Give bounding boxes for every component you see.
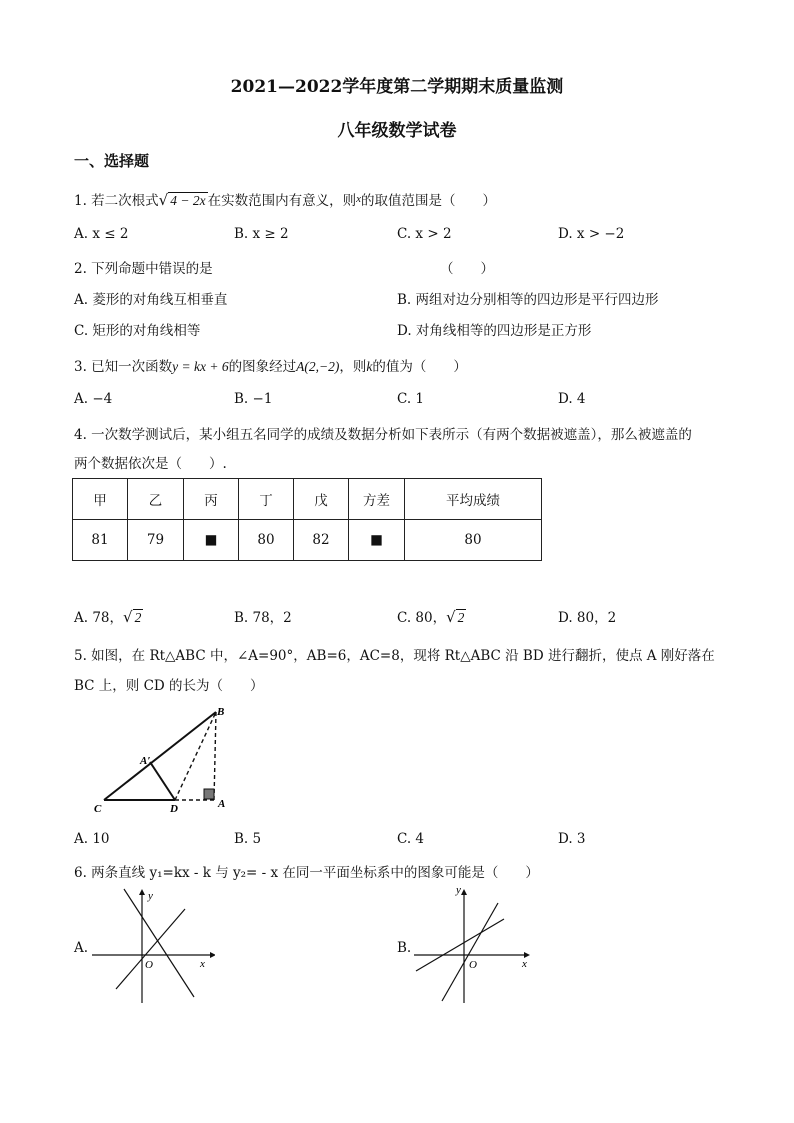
q4-option-a-label: A. 78， xyxy=(74,610,124,626)
q4-option-a-radicand: 2 xyxy=(134,610,142,625)
x-axis-arrow-icon xyxy=(210,952,215,958)
q1-text-post: 的取值范围是（ ） xyxy=(360,193,496,209)
q4-option-c-label: C. 80， xyxy=(397,610,447,626)
y-axis-arrow-icon xyxy=(139,889,145,895)
q6-graph-b[interactable] xyxy=(412,885,537,1007)
edge-da1 xyxy=(150,762,175,800)
label-b: B xyxy=(217,706,225,718)
question-4-line2: 两个数据依次是（ ）. xyxy=(74,456,227,472)
q6-option-a[interactable]: A. xyxy=(74,940,89,956)
table-cell: 82 xyxy=(294,520,349,561)
triangle-figure xyxy=(90,700,240,816)
table-header: 丙 xyxy=(184,479,239,520)
q2-option-a[interactable]: A. 菱形的对角线互相垂直 xyxy=(74,292,228,308)
y-axis-label: y xyxy=(148,890,153,902)
question-5-line1: 5. 如图，在 Rt△ABC 中，∠A=90°，AB=6，AC=8，现将 Rt△ABC 沿 BD 进行翻折，使点 A 刚好落在 xyxy=(74,648,715,664)
q3-option-b[interactable]: B. −1 xyxy=(234,391,273,407)
q1-option-b[interactable]: B. x ≥ 2 xyxy=(234,226,289,242)
q5-option-b[interactable]: B. 5 xyxy=(234,831,262,847)
table-cell: ■ xyxy=(184,520,239,561)
q3-point: A(2,−2) xyxy=(296,359,340,374)
q6-option-b[interactable]: B. xyxy=(397,940,412,956)
line-2 xyxy=(116,909,185,989)
q5-option-d[interactable]: D. 3 xyxy=(558,831,586,847)
q2-answer-paren: （ ） xyxy=(440,261,494,277)
question-3 xyxy=(74,355,467,375)
q3-function: y = kx + 6 xyxy=(172,359,229,374)
x-axis-label: x xyxy=(522,958,527,970)
table-cell: 81 xyxy=(73,520,128,561)
q1-option-c[interactable]: C. x > 2 xyxy=(397,226,452,242)
table-row xyxy=(73,520,542,561)
table-cell: 79 xyxy=(128,520,184,561)
origin-label: O xyxy=(469,959,477,971)
edge-cb xyxy=(104,712,216,800)
q1-text-mid: 在实数范围内有意义，则 xyxy=(207,193,357,209)
q3-text-pre: 3. 已知一次函数 xyxy=(74,359,173,375)
q6-graph-a[interactable] xyxy=(90,885,215,1007)
y-axis-label: y xyxy=(456,885,461,896)
section-heading: 一、选择题 xyxy=(74,152,150,170)
question-2: 2. 下列命题中错误的是 xyxy=(74,261,213,277)
line-1 xyxy=(442,903,498,1001)
q4-option-c[interactable]: C. 80，√ 2 xyxy=(397,608,465,626)
q5-option-a[interactable]: A. 10 xyxy=(74,831,110,847)
q5-option-c[interactable]: C. 4 xyxy=(397,831,425,847)
q3-text-mid: 的图象经过 xyxy=(228,359,297,375)
question-4-line1: 4. 一次数学测试后，某小组五名同学的成绩及数据分析如下表所示（有两个数据被遮盖），那么被遮盖的 xyxy=(74,427,692,443)
q1-radicand: 4 − 2x xyxy=(170,193,206,208)
q3-option-a[interactable]: A. −4 xyxy=(74,391,113,407)
question-1: 1. 若二次根式√ 4 − 2x 在实数范围内有意义，则$^x$的取值范围是（ ） xyxy=(74,191,496,209)
page-subtitle: 八年级数学试卷 xyxy=(337,121,457,141)
table-cell: ■ xyxy=(349,520,405,561)
q4-option-a[interactable]: A. 78，√ 2 xyxy=(74,608,142,626)
score-table xyxy=(72,478,542,561)
table-header-row xyxy=(73,479,542,520)
question-5-line2: BC 上，则 CD 的长为（ ） xyxy=(74,678,264,694)
table-cell: 80 xyxy=(239,520,294,561)
q3-option-d[interactable]: D. 4 xyxy=(558,391,586,407)
q2-option-d[interactable]: D. 对角线相等的四边形是正方形 xyxy=(397,323,592,339)
x-axis-label: x xyxy=(200,958,205,970)
origin-label: O xyxy=(145,959,153,971)
line-2 xyxy=(416,919,504,971)
q4-option-d[interactable]: D. 80，2 xyxy=(558,610,617,626)
table-header: 乙 xyxy=(128,479,184,520)
fold-line-bd xyxy=(175,712,216,800)
label-a: A xyxy=(218,798,226,810)
page-title: 2021—2022学年度第二学期期末质量监测 xyxy=(230,77,564,97)
q3-text-post: 的值为（ ） xyxy=(372,359,467,375)
line-1 xyxy=(124,889,194,997)
table-header: 方差 xyxy=(349,479,405,520)
q1-text-pre: 1. 若二次根式 xyxy=(74,193,159,209)
label-c: C xyxy=(94,803,102,815)
question-6: 6. 两条直线 y₁=kx - k 与 y₂= - x 在同一平面坐标系中的图象可能是（ ） xyxy=(74,865,539,881)
table-cell: 80 xyxy=(405,520,542,561)
edge-ab xyxy=(214,712,216,800)
q1-var: x xyxy=(356,193,361,205)
q1-option-a[interactable]: A. x ≤ 2 xyxy=(74,226,129,242)
label-d: D xyxy=(170,803,178,815)
q4-option-c-radicand: 2 xyxy=(457,610,465,625)
table-header: 丁 xyxy=(239,479,294,520)
right-angle-mark xyxy=(204,789,214,799)
q3-var: k xyxy=(366,359,373,374)
label-a-prime: A′ xyxy=(140,755,151,767)
table-header: 甲 xyxy=(73,479,128,520)
table-header: 戊 xyxy=(294,479,349,520)
table-header: 平均成绩 xyxy=(405,479,542,520)
q3-text-mid2: ，则 xyxy=(339,359,367,375)
y-axis-arrow-icon xyxy=(461,889,467,895)
q3-option-c[interactable]: C. 1 xyxy=(397,391,425,407)
q4-option-b[interactable]: B. 78，2 xyxy=(234,610,292,626)
q1-option-d[interactable]: D. x > −2 xyxy=(558,226,625,242)
q2-option-c[interactable]: C. 矩形的对角线相等 xyxy=(74,323,201,339)
q2-option-b[interactable]: B. 两组对边分别相等的四边形是平行四边形 xyxy=(397,292,659,308)
